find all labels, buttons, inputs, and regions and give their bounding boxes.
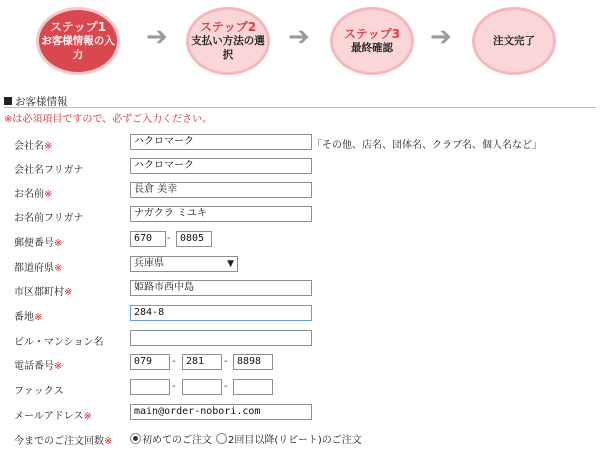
radio-repeat-order[interactable]: 2回目以降(リピート)のご注文 bbox=[216, 431, 362, 446]
city-label: 市区郡町村※ bbox=[14, 287, 73, 298]
postal-label: 郵便番号※ bbox=[14, 238, 63, 249]
order-count-row bbox=[14, 429, 594, 449]
postal-input-1[interactable]: 670 bbox=[130, 231, 166, 247]
fax-row bbox=[14, 379, 594, 399]
name-kana-input[interactable]: ナガクラ ミユキ bbox=[130, 206, 312, 222]
name-kana-row bbox=[14, 206, 594, 226]
phone-input-2[interactable]: 281 bbox=[182, 354, 222, 370]
step-1-label: お客様情報の入力 bbox=[41, 35, 115, 61]
prefecture-row bbox=[14, 256, 594, 276]
step-3-number: ステップ3 bbox=[343, 27, 401, 41]
building-input[interactable] bbox=[130, 330, 312, 346]
phone-separator-1: - bbox=[172, 356, 176, 367]
building-row bbox=[14, 330, 594, 350]
fax-separator-1: - bbox=[172, 381, 176, 392]
prefecture-select[interactable] bbox=[130, 256, 238, 272]
name-kana-label: お名前フリガナ bbox=[14, 213, 84, 224]
company-hint: 「その他、店名、団体名、クラブ名、個人名など」 bbox=[312, 140, 542, 151]
name-input[interactable]: 長倉 美幸 bbox=[130, 182, 312, 198]
fax-separator-2: - bbox=[224, 381, 228, 392]
prefecture-label: 都道府県※ bbox=[14, 263, 63, 274]
order-count-label: 今までのご注文回数※ bbox=[14, 436, 113, 447]
name-row bbox=[14, 182, 594, 202]
company-kana-input[interactable]: ハクロマーク bbox=[130, 158, 312, 174]
building-label: ビル・マンション名 bbox=[14, 337, 104, 348]
step-1-number: ステップ1 bbox=[49, 20, 107, 34]
city-row bbox=[14, 280, 594, 300]
prefecture-value: 兵庫県 bbox=[134, 258, 164, 269]
postal-separator: - bbox=[167, 233, 171, 244]
radio-first-order[interactable]: 初めてのご注文 bbox=[130, 431, 212, 446]
dropdown-caret-icon: ▼ bbox=[227, 259, 234, 269]
arrow-right-icon: ➔ bbox=[430, 22, 452, 52]
arrow-right-icon: ➔ bbox=[146, 22, 168, 52]
phone-label: 電話番号※ bbox=[14, 361, 63, 372]
section-title-text: お客様情報 bbox=[15, 96, 68, 108]
step-1 bbox=[36, 7, 120, 75]
fax-input-3[interactable] bbox=[233, 379, 273, 395]
section-divider bbox=[4, 107, 596, 108]
city-input[interactable]: 姫路市西中島 bbox=[130, 280, 312, 296]
step-2-label: 支払い方法の選択 bbox=[191, 35, 265, 61]
step-2 bbox=[186, 7, 270, 75]
email-input[interactable]: main@order-nobori.com bbox=[130, 404, 312, 420]
name-label: お名前※ bbox=[14, 189, 53, 200]
required-note: ※は必須項目ですので、必ずご入力ください。 bbox=[4, 114, 213, 125]
company-kana-label: 会社名フリガナ bbox=[14, 165, 84, 176]
company-row bbox=[14, 134, 594, 154]
address-row bbox=[14, 305, 594, 325]
phone-input-3[interactable]: 8898 bbox=[233, 354, 273, 370]
phone-input-1[interactable]: 079 bbox=[130, 354, 170, 370]
postal-input-2[interactable]: 0805 bbox=[176, 231, 212, 247]
fax-label: ファックス bbox=[14, 386, 64, 397]
company-kana-row bbox=[14, 158, 594, 178]
company-input[interactable]: ハクロマーク bbox=[130, 134, 312, 150]
radio-checked-icon bbox=[130, 433, 141, 444]
step-3-label: 最終確認 bbox=[351, 42, 393, 54]
email-row bbox=[14, 404, 594, 424]
checkout-steps bbox=[0, 0, 600, 82]
postal-row bbox=[14, 231, 594, 251]
radio-unchecked-icon bbox=[216, 433, 227, 444]
step-3 bbox=[330, 7, 414, 75]
fax-input-2[interactable] bbox=[182, 379, 222, 395]
address-label: 番地※ bbox=[14, 312, 43, 323]
step-4-label: 注文完了 bbox=[493, 35, 535, 47]
fax-input-1[interactable] bbox=[130, 379, 170, 395]
address-input[interactable]: 284-8 bbox=[130, 305, 312, 321]
square-bullet-icon bbox=[4, 97, 12, 105]
email-label: メールアドレス※ bbox=[14, 411, 92, 422]
step-2-number: ステップ2 bbox=[199, 20, 257, 34]
step-4 bbox=[472, 7, 556, 75]
phone-row bbox=[14, 354, 594, 374]
arrow-right-icon: ➔ bbox=[288, 22, 310, 52]
company-label: 会社名※ bbox=[14, 141, 53, 152]
phone-separator-2: - bbox=[224, 356, 228, 367]
